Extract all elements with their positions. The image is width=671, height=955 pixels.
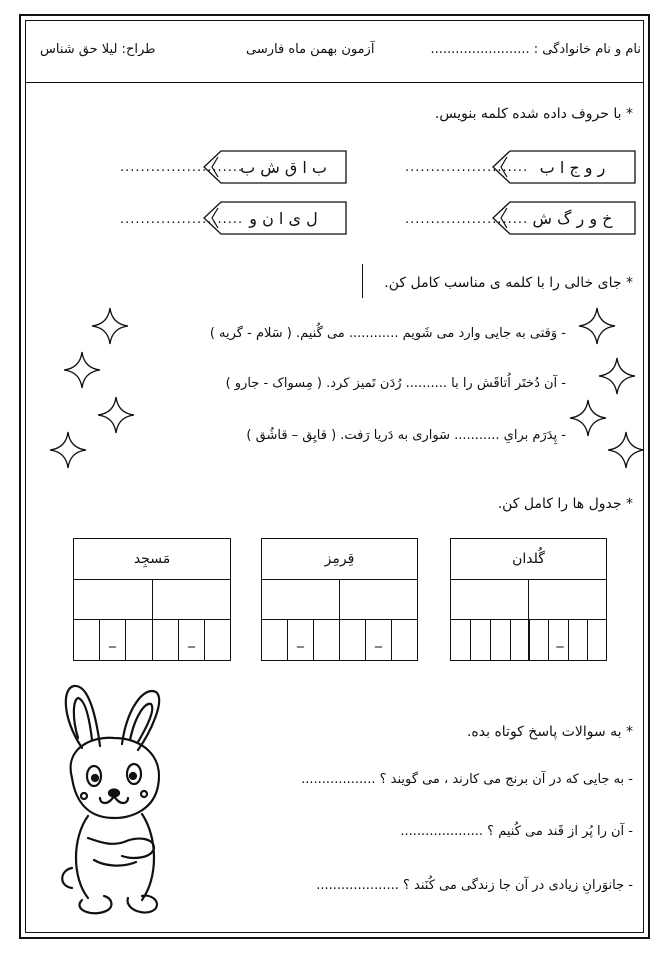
section4-title: * به سوالات پاسخ کوتاه بده. [466, 724, 633, 740]
letter-cell[interactable] [365, 619, 392, 661]
syllable-cell[interactable] [261, 579, 340, 620]
table-word: قِرمِز [324, 551, 355, 567]
syllable-cell[interactable] [528, 579, 607, 620]
section2-title: * جای خالی را با کلمه ی مناسب کامل کن. [384, 275, 633, 291]
sparkle-star-icon [96, 395, 136, 435]
letter-cell[interactable] [178, 619, 205, 661]
table-word: مَسجِد [133, 551, 171, 567]
letter-cell[interactable] [125, 619, 153, 661]
letter-cell[interactable] [510, 619, 530, 661]
question-2: - آن را پُر از قَند می کُنیم ؟ .................... [400, 824, 633, 839]
letter-cell[interactable] [73, 619, 100, 661]
letter-cell[interactable] [287, 619, 314, 661]
question-1: - به جایی که در آن برنج می کارند ، می گویند ؟ .................. [301, 772, 633, 787]
sparkle-star-icon [48, 430, 88, 470]
answer-line-2[interactable]: ........................ [120, 160, 244, 175]
arrow-shapes-2 [196, 198, 356, 258]
arrow-shapes-4 [485, 198, 645, 258]
table-word: گُلدان [512, 551, 545, 567]
dash-mark: _ [188, 632, 195, 648]
syllable-cell[interactable] [450, 579, 529, 620]
table-word-cell [73, 538, 231, 580]
sparkle-star-icon [90, 306, 130, 346]
answer-line-4[interactable]: ........................ [120, 212, 244, 227]
sentence-1: - وَقتی به جایی وارد می شَویم ............ می گُنیم. ( سَلام - گریه ) [209, 326, 566, 341]
sentence-3: - پِدَرَم برایِ ........... سَواری به دَریا رَفت. ( قایِق – قاشُق ) [246, 428, 566, 443]
letter-cell[interactable] [528, 619, 549, 661]
letter-cell[interactable] [313, 619, 340, 661]
letter-cell[interactable] [568, 619, 588, 661]
syllable-cell[interactable] [73, 579, 153, 620]
sparkle-star-icon [62, 350, 102, 390]
word-table-3 [73, 538, 231, 661]
dash-mark: _ [297, 632, 304, 648]
question-3: - جانوَرانِ زیادی در آن جا زندگی می کُنَند ؟ .................... [316, 878, 633, 893]
designer-name: طراح: لیلا حق شناس [40, 42, 156, 57]
bunny-illustration [42, 678, 182, 923]
text-cursor-mark [362, 264, 363, 298]
sentence-2: - آن دُختَر اُتاقَش را با .......... رُدَن تَمیز کرد. ( مِسواک - جارو ) [225, 376, 566, 391]
sparkle-star-icon [568, 398, 608, 438]
letter-cell[interactable] [490, 619, 511, 661]
letter-cell[interactable] [391, 619, 418, 661]
letter-cell[interactable] [339, 619, 366, 661]
word-table-2 [261, 538, 418, 661]
header-divider [25, 82, 644, 83]
letter-cell[interactable] [152, 619, 179, 661]
dash-mark: _ [109, 632, 116, 648]
student-name-label: نام و نام خانوادگی : ........................ [430, 42, 641, 57]
letter-cell[interactable] [450, 619, 471, 661]
letter-cell[interactable] [99, 619, 126, 661]
answer-line-1[interactable]: ........................ [405, 160, 529, 175]
section3-title: * جدول ها را کامل کن. [497, 496, 633, 512]
table-word-cell [261, 538, 418, 580]
answer-line-3[interactable]: ........................ [405, 212, 529, 227]
letters-box-3: خ و ر گ ش [532, 209, 613, 228]
syllable-cell[interactable] [152, 579, 231, 620]
word-table-1 [450, 538, 607, 661]
letters-box-1: ر و ج ا ب [539, 158, 606, 177]
sparkle-star-icon [606, 430, 646, 470]
sparkle-star-icon [577, 306, 617, 346]
letters-box-4: ل ی ا ن و [249, 209, 318, 228]
letter-cell[interactable] [470, 619, 491, 661]
table-word-cell [450, 538, 607, 580]
section1-title: * با حروف داده شده کلمه بنویس. [434, 106, 633, 122]
letter-cell[interactable] [587, 619, 607, 661]
dash-mark: _ [375, 632, 382, 648]
dash-overlay [550, 619, 570, 661]
sparkle-star-icon [597, 356, 637, 396]
letters-box-2: ب ا ق ش ب [240, 158, 327, 177]
dash-mark: _ [556, 632, 564, 648]
syllable-cell[interactable] [339, 579, 418, 620]
letter-cell[interactable] [261, 619, 288, 661]
exam-title: آزمون بهمن ماه فارسی [246, 42, 375, 57]
letter-cell[interactable] [204, 619, 231, 661]
